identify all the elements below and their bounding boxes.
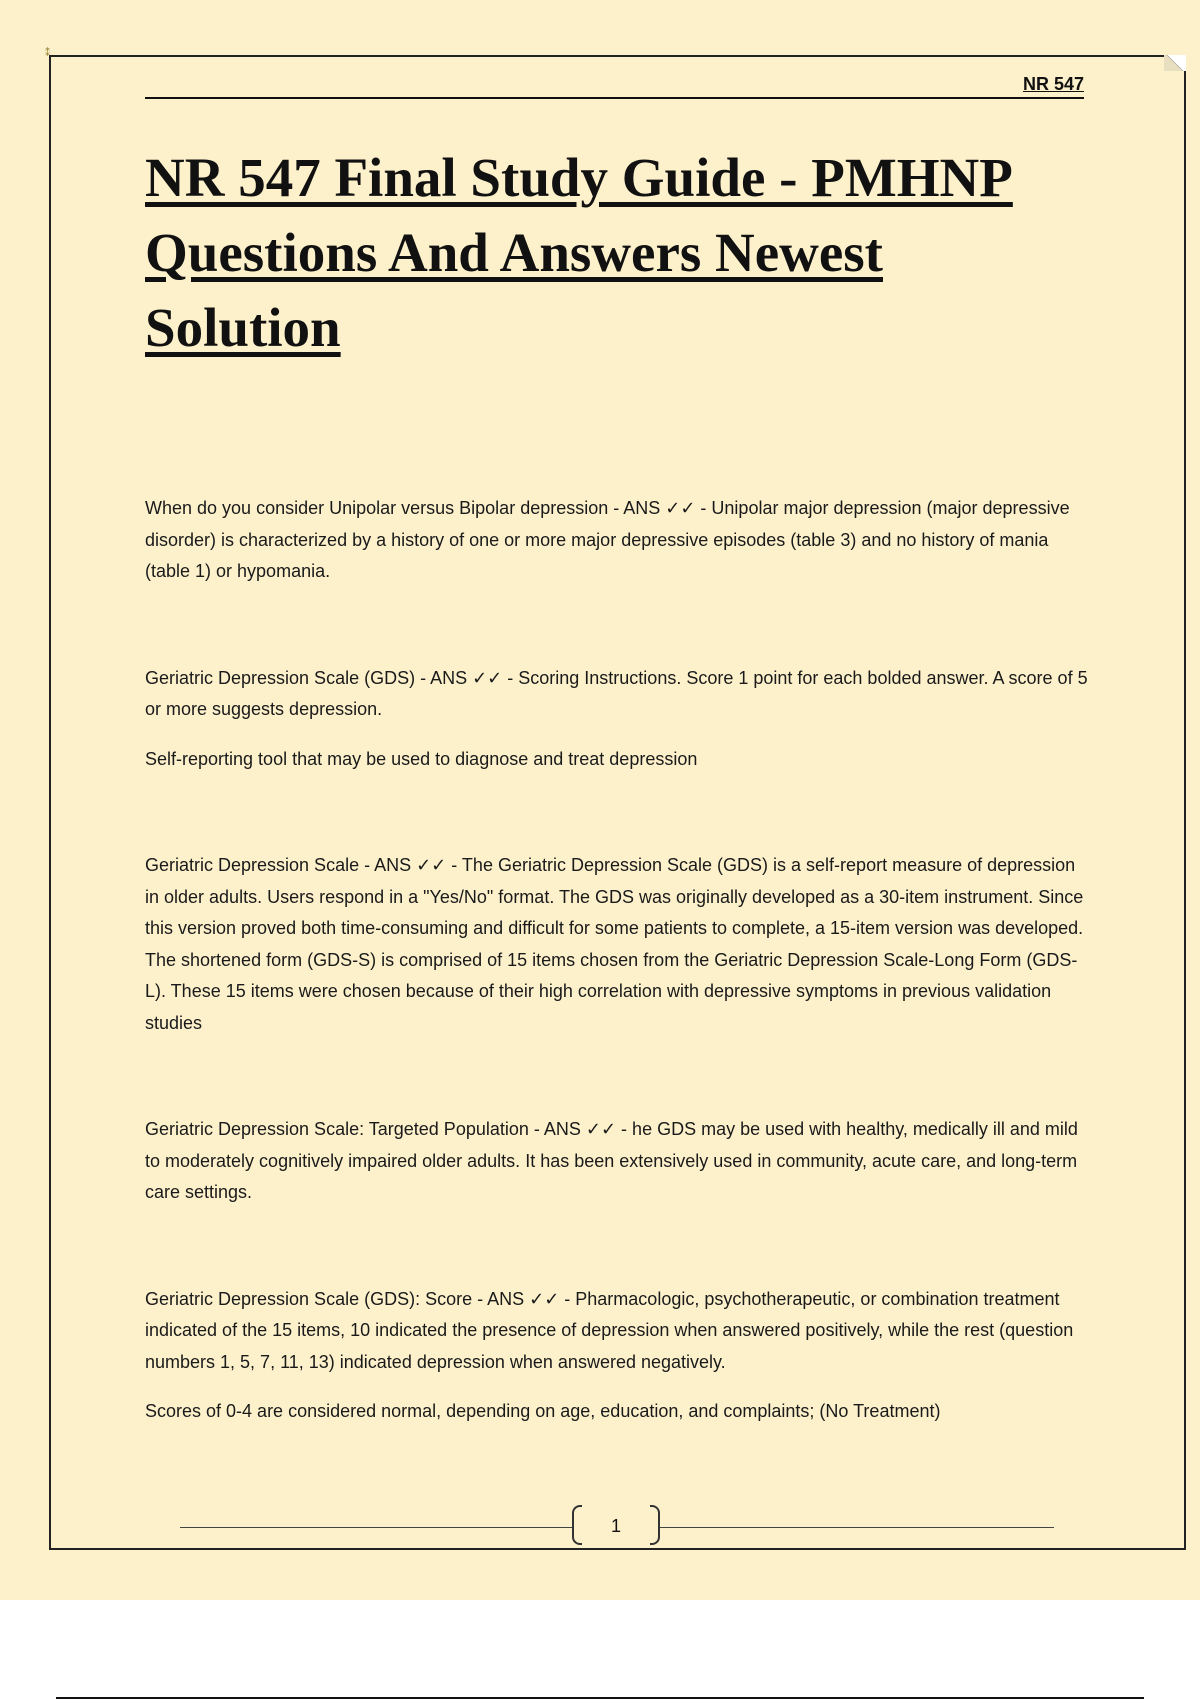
qa-paragraph: Geriatric Depression Scale: Targeted Population - ANS ✓✓ - he GDS may be used with healthy, medically ill and mild to moderately cognitively impaired older adults. It has been extensively used in community, acute care, and long-term care settings. bbox=[145, 1119, 1078, 1202]
document-body bbox=[145, 493, 1090, 1428]
qa-paragraph: When do you consider Unipolar versus Bipolar depression - ANS ✓✓ - Unipolar major depression (major depressive disorder) is characterized by a history of one or more major depressive episodes (table 3) and no history of mania (table 1) or hypomania. bbox=[145, 498, 1070, 581]
right-brace-icon bbox=[650, 1505, 660, 1545]
header-rule bbox=[145, 97, 1084, 99]
qa-paragraph: Self-reporting tool that may be used to diagnose and treat depression bbox=[145, 748, 698, 769]
footer-rule-left bbox=[180, 1527, 572, 1528]
anchor-icon: ⁑ bbox=[45, 48, 50, 59]
document-title: NR 547 Final Study Guide - PMHNP Questions And Answers Newest Solution bbox=[145, 147, 1013, 358]
qa-paragraph: Geriatric Depression Scale - ANS ✓✓ - The Geriatric Depression Scale (GDS) is a self-report measure of depression in older adults. Users respond in a "Yes/No" format. The GDS was originally developed as a 30-item instrument. Since this version proved both time-consuming and difficult for some patients to complete, a 15-item version was developed. The shortened form (GDS-S) is comprised of 15 items chosen from the Geriatric Depression Scale-Long Form (GDS-L). These 15 items were chosen because of their high correlation with depressive symptoms in previous validation studies bbox=[145, 855, 1084, 1033]
next-page-rule bbox=[56, 1697, 1144, 1699]
qa-paragraph: Geriatric Depression Scale (GDS) - ANS ✓✓ - Scoring Instructions. Score 1 point for each bolded answer. A score of 5 or more suggests depression. bbox=[145, 667, 1088, 719]
left-brace-icon bbox=[572, 1505, 582, 1545]
page-number bbox=[572, 1505, 660, 1547]
footer-rule-right bbox=[660, 1527, 1054, 1528]
qa-paragraph: Scores of 0-4 are considered normal, depending on age, education, and complaints; (No Treatment) bbox=[145, 1401, 941, 1421]
qa-paragraph: Geriatric Depression Scale (GDS): Score - ANS ✓✓ - Pharmacologic, psychotherapeutic, or combination treatment indicated of the 15 items, 10 indicated the presence of depression when answered positively, while the rest (question numbers 1, 5, 7, 11, 13) indicated depression when answered negatively. bbox=[145, 1288, 1074, 1372]
header-label: NR 547 bbox=[1022, 74, 1084, 94]
page-fold-icon bbox=[1164, 55, 1186, 71]
page-number-label: 1 bbox=[610, 1516, 621, 1536]
